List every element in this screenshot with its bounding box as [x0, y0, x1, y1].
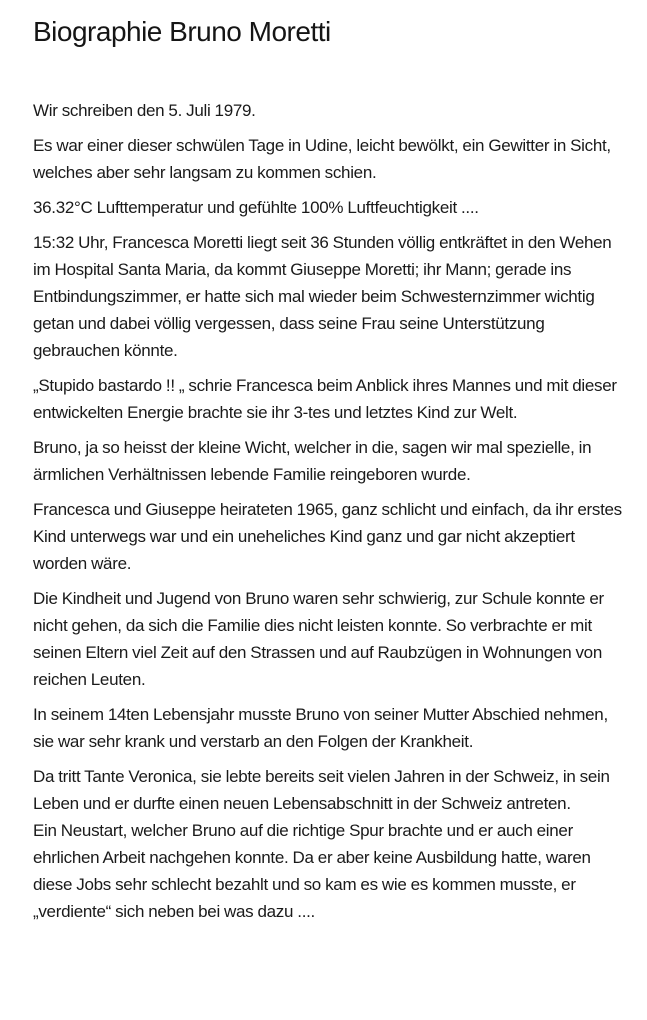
paragraph-marriage: Francesca und Giuseppe heirateten 1965, ganz schlicht und einfach, da ihr erstes Kind unterwegs war und ein uneheliches Kind ganz und gar nicht akzeptiert worden wäre.	[33, 500, 622, 573]
paragraph-aunt-veronica: Da tritt Tante Veronica, sie lebte bereits seit vielen Jahren in der Schweiz, in sein Leben und er durfte einen neuen Lebensabschnitt in der Schweiz antreten.	[33, 767, 610, 813]
paragraph-weather: Es war einer dieser schwülen Tage in Udine, leicht bewölkt, ein Gewitter in Sicht, welches aber sehr langsam zu kommen schien.	[33, 136, 611, 182]
paragraph-mother-death: In seinem 14ten Lebensjahr musste Bruno von seiner Mutter Abschied nehmen, sie war sehr krank und verstarb an den Folgen der Krankheit.	[33, 705, 608, 751]
paragraph-childhood: Die Kindheit und Jugend von Bruno waren sehr schwierig, zur Schule konnte er nicht gehen, da sich die Familie dies nicht leisten konnte. So verbrachte er mit seinen Eltern viel Zeit auf den Strassen und auf Raubzügen in Wohnungen von reichen Leuten.	[33, 589, 604, 689]
paragraph-birth: „Stupido bastardo !! „ schrie Francesca beim Anblick ihres Mannes und mit dieser entwickelten Energie brachte sie ihr 3-tes und letztes Kind zur Welt.	[33, 376, 617, 422]
paragraph-neustart: Ein Neustart, welcher Bruno auf die richtige Spur brachte und er auch einer ehrlichen Arbeit nachgehen konnte. Da er aber keine Ausbildung hatte, waren diese Jobs sehr schlecht bezahlt und so kam es wie es kommen musste, er „verdiente“ sich neben bei was dazu ....	[33, 821, 591, 921]
paragraph-date: Wir schreiben den 5. Juli 1979.	[33, 101, 256, 120]
document-title: Biographie Bruno Moretti	[33, 16, 331, 47]
paragraph-bruno-intro: Bruno, ja so heisst der kleine Wicht, welcher in die, sagen wir mal spezielle, in ärmlichen Verhältnissen lebende Familie reingeboren wurde.	[33, 438, 592, 484]
paragraph-hospital: 15:32 Uhr, Francesca Moretti liegt seit 36 Stunden völlig entkräftet in den Wehen im Hospital Santa Maria, da kommt Giuseppe Moretti; ihr Mann; gerade ins Entbindungszimmer, er hatte sich mal wieder beim Schwesternzimmer wichtig getan und dabei völlig vergessen, dass seine Frau seine Unterstützung gebrauchen könnte.	[33, 233, 612, 360]
paragraph-temperature: 36.32°C Lufttemperatur und gefühlte 100% Luftfeuchtigkeit ....	[33, 198, 479, 217]
